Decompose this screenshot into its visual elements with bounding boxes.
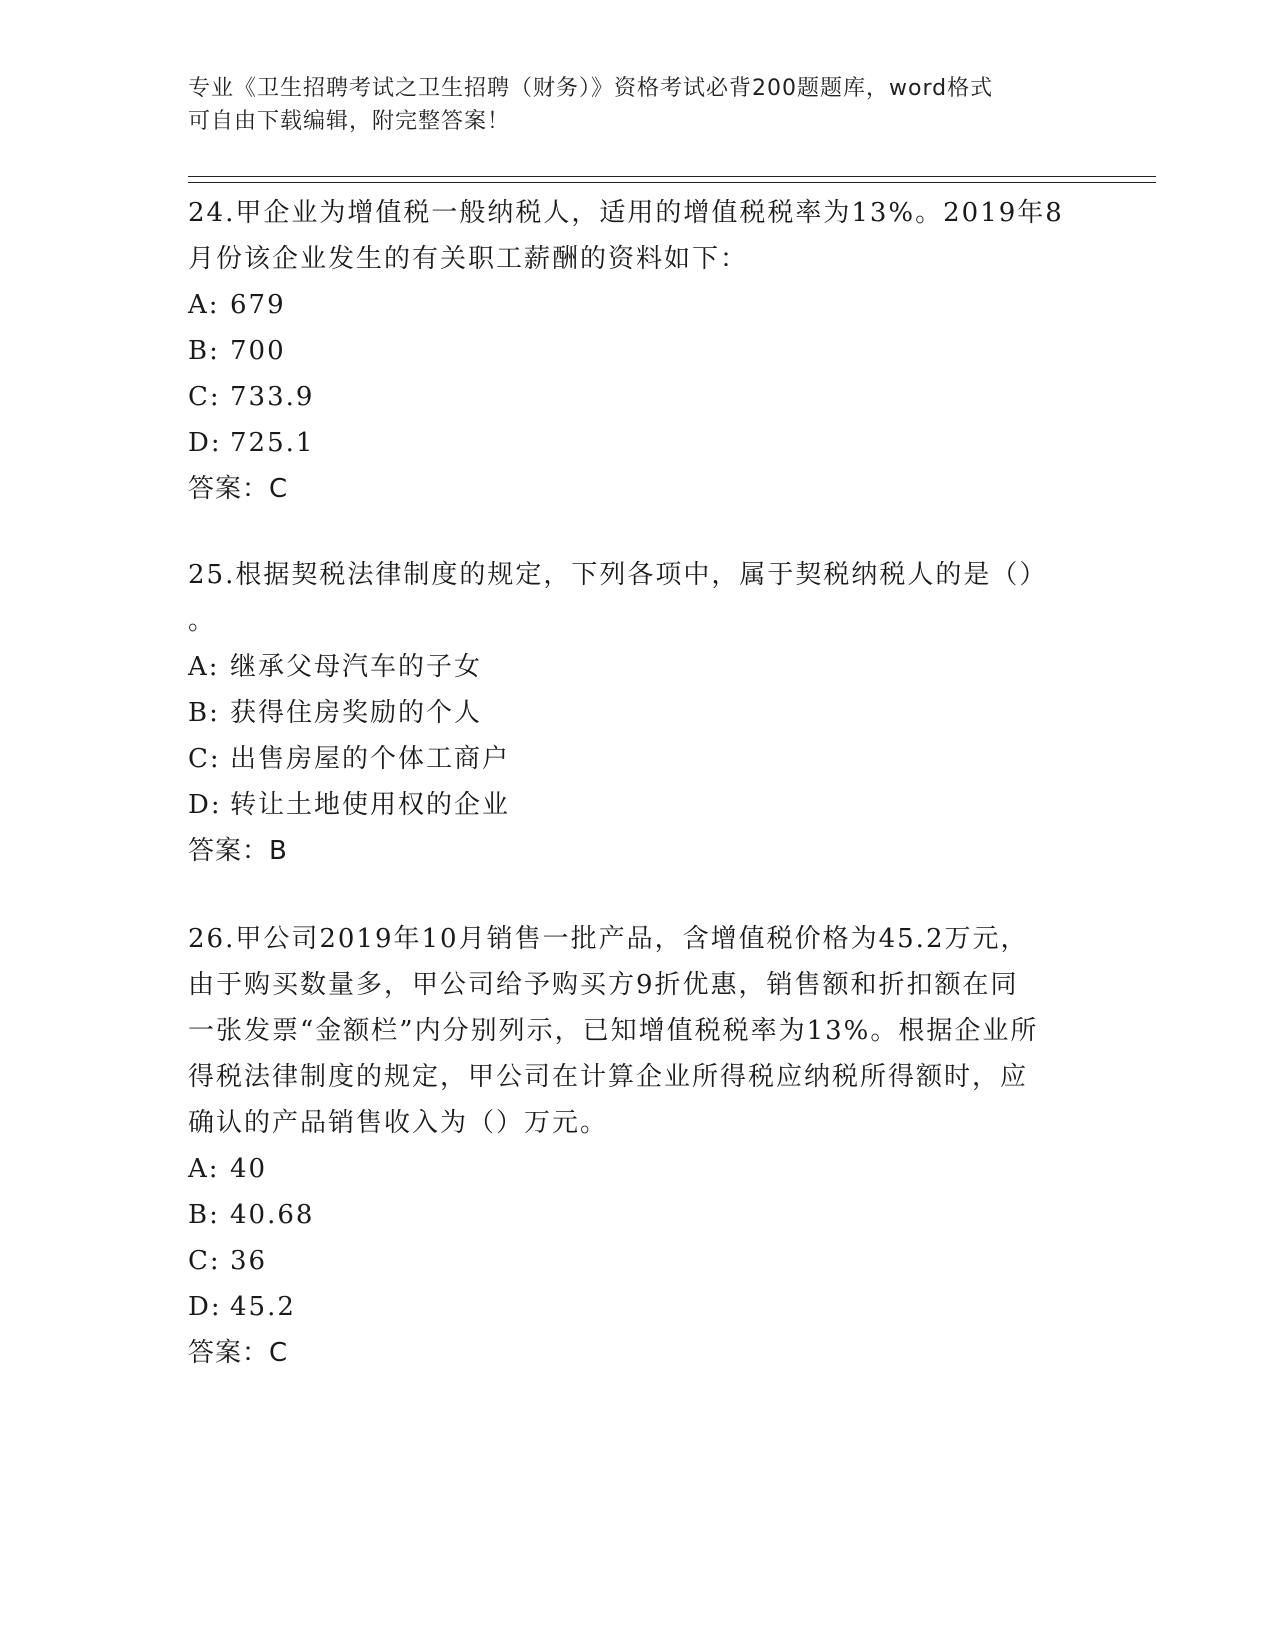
- option-text: 40: [230, 1154, 268, 1184]
- option-key: B:: [188, 336, 220, 366]
- option-key: B:: [188, 698, 220, 728]
- question-24: [188, 190, 1088, 512]
- option-key: A:: [188, 290, 220, 320]
- option-text: 获得住房奖励的个人: [230, 698, 483, 728]
- option-key: A:: [188, 652, 220, 682]
- option-key: B:: [188, 1200, 220, 1230]
- option-text: 出售房屋的个体工商户: [230, 744, 511, 774]
- question-stem-line: 一张发票“金额栏”内分别列示，已知增值税税率为13%。根据企业所: [188, 1016, 1039, 1046]
- answer-line: 答案：C: [188, 474, 289, 504]
- option-c: [188, 736, 1088, 782]
- question-stem-line: 25.根据契税法律制度的规定，下列各项中，属于契税纳税人的是（）: [188, 560, 1048, 590]
- option-d: [188, 1284, 1088, 1330]
- option-text: 725.1: [230, 428, 315, 458]
- option-text: 36: [230, 1246, 268, 1276]
- question-stem-line: 26.甲公司2019年10月销售一批产品，含增值税价格为45.2万元，: [188, 924, 1029, 954]
- option-key: C:: [188, 744, 221, 774]
- question-26: [188, 916, 1088, 1376]
- option-key: C:: [188, 382, 221, 412]
- question-stem-line: 由于购买数量多，甲公司给予购买方9折优惠，销售额和折扣额在同: [188, 970, 1019, 1000]
- question-stem-line: 确认的产品销售收入为（）万元。: [188, 1108, 609, 1138]
- question-stem-line: 得税法律制度的规定，甲公司在计算企业所得税应纳税所得额时，应: [188, 1062, 1029, 1092]
- option-text: 45.2: [230, 1292, 296, 1322]
- question-25: [188, 552, 1088, 874]
- question-stem-line: 月份该企业发生的有关职工薪酬的资料如下：: [188, 244, 749, 274]
- option-b: [188, 1192, 1088, 1238]
- option-b: [188, 328, 1088, 374]
- option-text: 转让土地使用权的企业: [230, 790, 511, 820]
- header-line-1: 专业《卫生招聘考试之卫生招聘（财务）》资格考试必背200题题库，word格式: [188, 76, 994, 101]
- document-header: [188, 72, 1088, 138]
- option-key: D:: [188, 1292, 222, 1322]
- answer-line: 答案：B: [188, 836, 288, 866]
- question-stem-line: 24.甲企业为增值税一般纳税人，适用的增值税税率为13%。2019年8: [188, 198, 1064, 228]
- header-divider-top: [188, 176, 1156, 177]
- option-b: [188, 690, 1088, 736]
- option-a: [188, 644, 1088, 690]
- header-divider-bottom: [188, 182, 1156, 183]
- option-text: 700: [230, 336, 286, 366]
- option-c: [188, 374, 1088, 420]
- header-line-2: 可自由下载编辑，附完整答案！: [188, 109, 511, 134]
- option-text: 679: [230, 290, 286, 320]
- option-key: C:: [188, 1246, 221, 1276]
- option-text: 733.9: [230, 382, 315, 412]
- option-key: A:: [188, 1154, 220, 1184]
- option-a: [188, 1146, 1088, 1192]
- option-key: D:: [188, 790, 222, 820]
- question-stem-line: 。: [188, 606, 217, 636]
- option-text: 继承父母汽车的子女: [230, 652, 483, 682]
- option-a: [188, 282, 1088, 328]
- answer-line: 答案：C: [188, 1338, 289, 1368]
- option-d: [188, 420, 1088, 466]
- option-key: D:: [188, 428, 222, 458]
- option-text: 40.68: [230, 1200, 315, 1230]
- option-c: [188, 1238, 1088, 1284]
- option-d: [188, 782, 1088, 828]
